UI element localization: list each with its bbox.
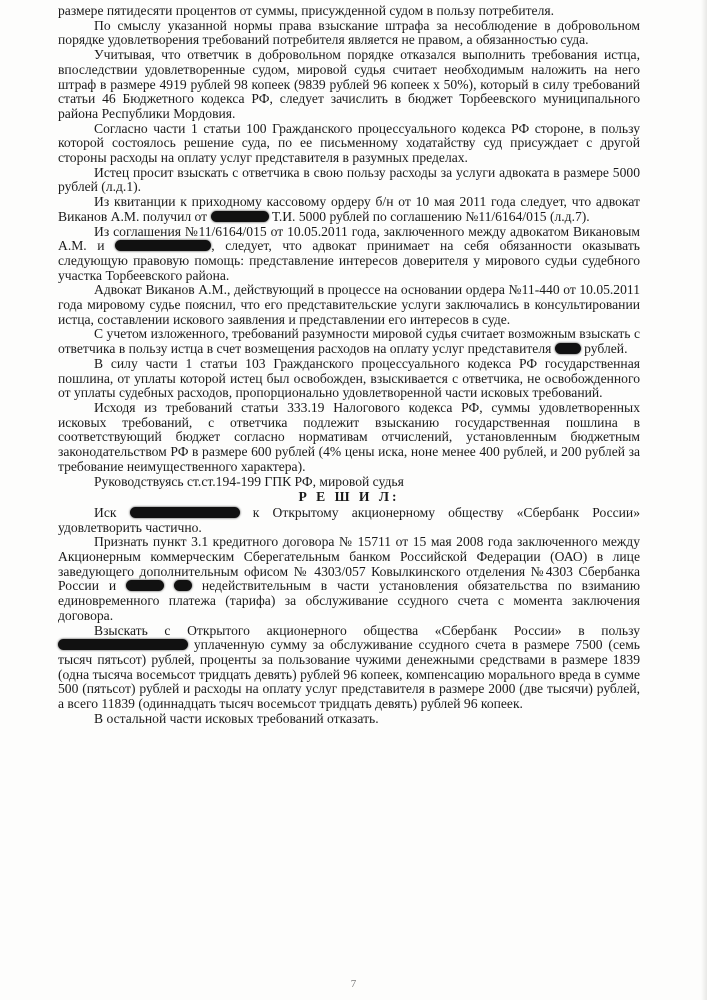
paragraph-text: Взыскать с Открытого акционерного общества «Сбербанк России» в пользу [94, 622, 640, 638]
paragraph-text: Из соглашения №11/6164/015 от 10.05.2011 года, заключенного между адвокатом Викановым А.М. и [58, 223, 640, 254]
paragraph-p1 [58, 4, 640, 19]
redaction-mark [555, 343, 581, 354]
redaction-mark [126, 580, 164, 591]
paragraph-p13 [58, 490, 640, 505]
paragraph-text: размере пятидесяти процентов от суммы, присужденной судом в пользу потребителя. [58, 3, 555, 18]
paragraph-text: уплаченную сумму за обслуживание ссудного счета в размере 7500 (семь тысяч пятьсот) рублей, проценты за пользование чужими денежными средствами в размере 1839 (одна тысяча восемьсот тридцать девять) рублей 96 копеек, компенсацию морального вреда в сумме 500 (пятьсот) рублей и расходы на оплату услуг представителя в размере 2000 (две тысячи) рублей, а всего 11839 (одиннадцать тысяч восемьсот тридцать девять) рублей 96 копеек. [58, 637, 640, 712]
paragraph-p4 [58, 122, 640, 166]
paragraph-p3 [58, 48, 640, 122]
document-body [58, 4, 640, 726]
paragraph-p6 [58, 195, 640, 224]
scan-edge [701, 0, 707, 1000]
paragraph-p8 [58, 283, 640, 327]
paragraph-p7 [58, 225, 640, 284]
paragraph-text: недействительным в части установления обязательства по взиманию единовременного платежа (тарифа) за обслуживание ссудного счета с момента заключения договора. [58, 578, 640, 623]
paragraph-text [164, 578, 174, 593]
paragraph-p15 [58, 535, 640, 623]
redaction-mark [211, 211, 269, 222]
paragraph-text: Иск [94, 504, 130, 520]
paragraph-text: С учетом изложенного, требований разумности мировой судья считает возможным взыскать с ответчика в пользу истца в счет возмещения расходов на оплату услуг представителя [58, 326, 640, 357]
paragraph-text: к Открытому акционерному обществу «Сбербанк России» удовлетворить частично. [58, 504, 640, 535]
paragraph-text: Адвокат Виканов А.М., действующий в процессе на основании ордера №11-440 от 10.05.2011 года мировому судье пояснил, что его представительские услуги заключались в консультировании истца, составлении искового заявления и представлении его интересов в суде. [58, 282, 640, 327]
paragraph-p11 [58, 401, 640, 475]
redaction-mark [115, 240, 211, 251]
paragraph-text: В остальной части исковых требований отказать. [94, 710, 379, 726]
paragraph-text: Признать пункт 3.1 кредитного договора № 15711 от 15 мая 2008 года заключенного между Акционерным коммерческим Сберегательным банком Российской Федерации (ОАО) в лице заведующего дополнительным офисом № 4303/057 Ковылкинского отделения №4303 Сбербанка России и [58, 534, 640, 594]
redaction-mark [174, 580, 192, 591]
paragraph-p5 [58, 166, 640, 195]
paragraph-text: Руководствуясь ст.ст.194-199 ГПК РФ, мировой судья [94, 473, 404, 489]
paragraph-p9 [58, 327, 640, 356]
paragraph-text: рублей. [580, 341, 628, 357]
redaction-mark [130, 507, 240, 518]
paragraph-text: Т.И. 5000 рублей по соглашению №11/6164/015 (л.д.7). [268, 208, 590, 224]
paragraph-text: Р Е Ш И Л: [298, 489, 400, 505]
paragraph-p14 [58, 506, 640, 535]
paragraph-p16 [58, 624, 640, 712]
paragraph-text: В силу части 1 статьи 103 Гражданского процессуального кодекса РФ государственная пошлина, от уплаты которой истец был освобожден, взыскивается с ответчика, не освобожденного от уплаты судебных расходов, пропорционально удовлетворенной части исковых требований. [58, 355, 640, 401]
paragraph-text: Истец просит взыскать с ответчика в свою пользу расходы за услуги адвоката в размере 5000 рублей (л.д.1). [58, 164, 640, 195]
paragraph-text: Учитывая, что ответчик в добровольном порядке отказался выполнить требования истца, впоследствии удовлетворенные судом, мировой судья считает необходимым наложить на него штраф в размере 4919 рублей 98 копеек (9839 рублей 96 копеек х 50%), который в силу требований статьи 46 Бюджетного кодекса РФ, следует зачислить в бюджет Торбеевского муниципального района Республики Мордовия. [58, 47, 640, 121]
paragraph-p17 [58, 712, 640, 727]
paragraph-p10 [58, 357, 640, 401]
paragraph-text: , следует, что адвокат принимает на себя обязанности оказывать следующую правовую помощь: представление интересов доверителя у мирового судьи судебного участка Торбеевского района. [58, 238, 640, 283]
paragraph-text: Из квитанции к приходному кассовому ордеру б/н от 10 мая 2011 года следует, что адвокат Виканов А.М. получил от [58, 194, 640, 224]
paragraph-text: По смыслу указанной нормы права взыскание штрафа за несоблюдение в добровольном порядке удовлетворения требований потребителя является не правом, а обязанностью суда. [58, 17, 640, 48]
paragraph-text: Исходя из требований статьи 333.19 Налогового кодекса РФ, суммы удовлетворенных исковых требований, с ответчика подлежит взысканию государственная пошлина в соответствующий бюджет согласно нормативам отчислений, установленным бюджетным законодательством РФ в размере 600 рублей (4% цены иска, ноне менее 400 рублей, и 200 рублей за требование неимущественного характера). [58, 399, 640, 474]
redaction-mark [58, 639, 188, 650]
page-number: 7 [350, 978, 357, 990]
paragraph-text: Согласно части 1 статьи 100 Гражданского процессуального кодекса РФ стороне, в пользу которой состоялось решение суда, по ее письменному ходатайству суд присуждает с другой стороны расходы на оплату услуг представителя в разумных пределах. [58, 120, 640, 166]
paragraph-p2 [58, 19, 640, 48]
paragraph-p12 [58, 475, 640, 490]
